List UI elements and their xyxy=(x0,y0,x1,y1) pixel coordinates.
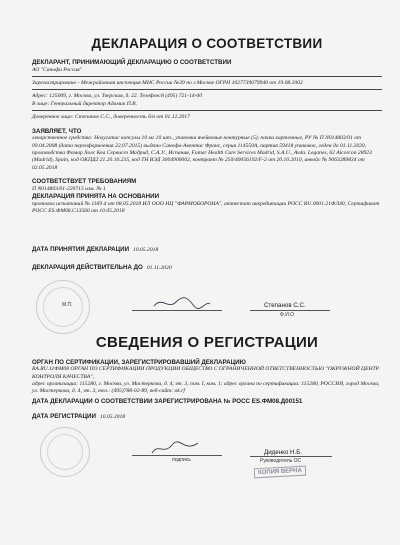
reg-body-address: адрес организации: 115280, г. Москва, ул. Мастеркова, д. 4, эт. 3, пом. I, ком. 1; адрес органа по сертификации: 115280, РОССИЯ, город Москва, ул. Мастеркова, д. 4, эт. 3, тел.: (495)788-02-89, веб-сайт: ok.rf xyxy=(32,381,380,395)
divider xyxy=(32,110,382,111)
valid-date-row xyxy=(32,256,382,274)
signer-name: Степанов С.С. xyxy=(264,301,306,309)
cert-body-seal xyxy=(40,427,90,477)
declarant-address: Адрес: 125009, г. Москва, ул. Тверская, д. 22. Телефон:8 (495) 721-14-00 xyxy=(32,93,203,100)
declarant-head: В лице: Генеральный директор Адамик П.В. xyxy=(32,100,137,107)
declarant-details: Зарегистрировано - Межрайонная инспекция МНС России №39 по г.Москве ОГРН 1027739079940 от 19.08.2002 xyxy=(32,80,303,86)
divider xyxy=(32,76,382,77)
reg-body-text: RA.RU.11ФМ08 ОРГАН ПО СЕРТИФИКАЦИИ ПРОДУКЦИИ ОБЩЕСТВО С ОГРАНИЧЕННОЙ ОТВЕТСТВЕННОСТЬЮ "ОКРУЖНОЙ ЦЕНТР КОНТРОЛЯ КАЧЕСТВА", xyxy=(32,366,380,380)
head-line xyxy=(250,456,332,457)
reg-date-row xyxy=(32,405,382,423)
reg-date-label: ДАТА РЕГИСТРАЦИИ xyxy=(32,413,96,421)
declarant-name: АО "Санофи Россия" xyxy=(32,66,83,73)
accept-date-row xyxy=(32,238,382,256)
declarant-signature-row xyxy=(32,280,382,326)
copy-stamp: КОПИЯ ВЕРНА xyxy=(254,466,306,479)
signer-line xyxy=(250,310,330,311)
declaration-title: ДЕКЛАРАЦИЯ О СООТВЕТСТВИИ xyxy=(91,36,323,51)
claims-label: ЗАЯВЛЯЕТ, ЧТО xyxy=(32,127,82,135)
reg-date-value: 10.05.2018 xyxy=(99,414,126,421)
basis-label: ДЕКЛАРАЦИЯ ПРИНЯТА НА ОСНОВАНИИ xyxy=(32,193,160,201)
signature-line xyxy=(132,310,222,311)
claims-text: лекарственное средство: Нолуглтас капсулы 10 мг 10 шт., упаковки ячейковые контурные (5), пачки картонные, РУ № П N014803/01 от 09.04.2008 (дата переоформления 22.07.2015) выдано Санофи-Авентис Франс, серия 114550A, партия 59418 упаковок, годен до 01.11.2020, производства Фамар Холс Кеа Сервисез Мадрид, С.А.У., Испания, Famar Health Care Services Madrid, S.A.U., Avda. Leganes, 62 Alcorcon 28923 (Madrid), Spain, код ОКПД2 21.20.10.235, код ТН ВЭД 3004900002, контракт № 250/40056192/F-2 от 20.10.2010, инвойс № 9063289834 от 02.05.2018 xyxy=(32,135,372,171)
requirements-label: СООТВЕТСТВУЕТ ТРЕБОВАНИЯМ xyxy=(32,178,137,186)
claims-section xyxy=(32,128,382,173)
declarant-label: ДЕКЛАРАНТ, ПРИНИМАЮЩИЙ ДЕКЛАРАЦИЮ О СООТВЕТСТВИИ xyxy=(32,59,232,66)
accept-date-label: ДАТА ПРИНЯТИЯ ДЕКЛАРАЦИИ xyxy=(32,245,130,253)
registration-signature-row xyxy=(32,425,382,477)
dates-section xyxy=(32,238,382,274)
valid-date-label: ДЕКЛАРАЦИЯ ДЕЙСТВИТЕЛЬНА ДО xyxy=(32,263,143,271)
valid-date-value: 01.11.2020 xyxy=(146,264,172,271)
signature-line xyxy=(132,455,222,456)
head-caption: Руководитель ОС xyxy=(260,458,302,465)
reg-number-label: ДАТА ДЕКЛАРАЦИИ О СООТВЕТСТВИИ ЗАРЕГИСТРИРОВАНА № РОСС ES.ФМ08.Д00151 xyxy=(32,397,303,405)
signer-caption: Ф.И.О xyxy=(280,311,295,318)
declarant-proxy: Доверенное лицо: Степанов С.С., доверенность б/н от 01.12.2017 xyxy=(32,114,190,121)
reg-body-label: ОРГАН ПО СЕРТИФИКАЦИИ, ЗАРЕГИСТРИРОВАВШИЙ ДЕКЛАРАЦИЮ xyxy=(32,358,246,366)
requirements-section xyxy=(32,178,382,215)
seal-caption: М.П. xyxy=(62,301,73,308)
accept-date-value: 10.05.2018 xyxy=(133,246,159,253)
registration-title: СВЕДЕНИЯ О РЕГИСТРАЦИИ xyxy=(95,333,319,351)
divider xyxy=(32,89,382,90)
head-name: Диденко Н.Б. xyxy=(264,449,303,457)
basis-text: протокол испытаний № 1169 d от 08.05.2018 ИЛ ООО НЦ "ФАРМОБОРОНА", аттестат аккредитации РОСС RU.0001.21ФЛ40, Сертификат РОСС ES.ФМ08.С13560 от 10.05.2018 xyxy=(32,200,380,215)
sign-caption: подпись xyxy=(172,457,191,464)
requirements-text: П N014803/01-220715 изм. № 1 xyxy=(32,185,106,192)
